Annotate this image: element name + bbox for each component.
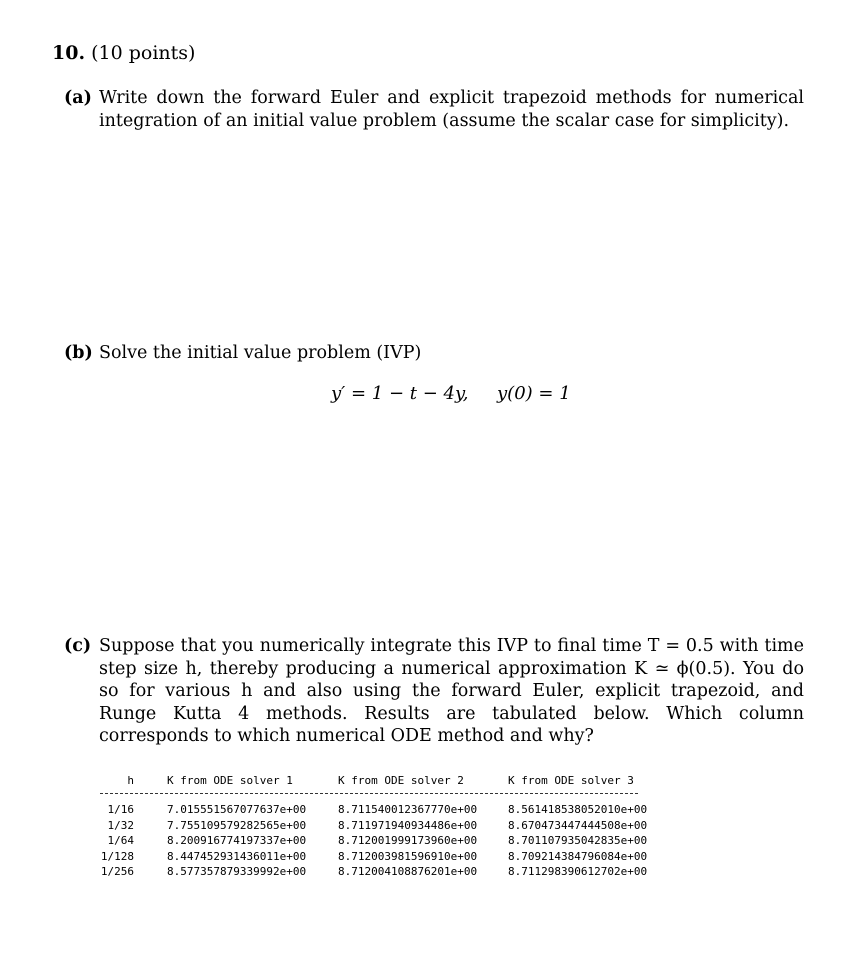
- cell-solver-1: 8.577357879339992e+00: [167, 865, 307, 878]
- part-a-label: (a): [64, 88, 92, 108]
- part-a-text: Write down the forward Euler and explicit trapezoid methods for numerical integration of an initial value problem (assume the scalar case for simplicity).: [99, 88, 804, 131]
- table-row: [100, 850, 660, 866]
- ode-equation: y′ = 1 − t − 4y,: [331, 383, 469, 404]
- problem-points: (10 points): [91, 42, 196, 64]
- cell-solver-3: 8.670473447444508e+00: [508, 818, 648, 832]
- header-solver-1: K from ODE solver 1: [167, 774, 293, 787]
- cell-solver-3: 8.709214384796084e+00: [508, 849, 648, 863]
- cell-h: 1/256: [100, 865, 134, 878]
- cell-solver-2: 8.712004108876201e+00: [338, 865, 478, 878]
- cell-solver-3: 8.561418538052010e+00: [508, 803, 648, 816]
- cell-solver-1: 8.200916774197337e+00: [167, 834, 307, 847]
- cell-h: 1/16: [107, 803, 134, 816]
- cell-solver-1: 7.755109579282565e+00: [167, 818, 307, 832]
- cell-solver-2: 8.711971940934486e+00: [338, 818, 478, 832]
- cell-solver-3: 8.701107935042835e+00: [508, 834, 648, 847]
- table-row: [100, 819, 660, 835]
- part-c-text: Suppose that you numerically integrate this IVP to final time T = 0.5 with time step size h, thereby producing a numerical approximation K ≃ ϕ(0.5). You do so for various h and also using the forward Euler, explicit trapezoid, and Runge Kutta 4 methods. Results are tabulated below. Which column corresponds to which numerical ODE method and why?: [99, 636, 804, 746]
- table-body: [100, 803, 660, 881]
- table-row: [100, 865, 660, 881]
- ivp-equation: [331, 383, 571, 404]
- cell-solver-1: 8.447452931436011e+00: [167, 849, 307, 863]
- part-c: [64, 635, 804, 748]
- part-c-label: (c): [64, 636, 92, 656]
- header-h: h: [127, 774, 134, 787]
- table-row: [100, 834, 660, 850]
- header-solver-2: K from ODE solver 2: [338, 774, 464, 787]
- part-a: [64, 87, 804, 132]
- cell-solver-3: 8.711298390612702e+00: [508, 865, 648, 878]
- cell-h: 1/32: [107, 818, 134, 832]
- table-row: [100, 803, 660, 819]
- table-divider: [100, 793, 638, 794]
- cell-solver-1: 7.015551567077637e+00: [167, 803, 307, 816]
- header-solver-3: K from ODE solver 3: [508, 774, 634, 787]
- cell-solver-2: 8.711540012367770e+00: [338, 803, 478, 816]
- cell-solver-2: 8.712003981596910e+00: [338, 849, 478, 863]
- initial-condition: y(0) = 1: [497, 383, 571, 404]
- cell-solver-2: 8.712001999173960e+00: [338, 834, 478, 847]
- part-b-label: (b): [64, 343, 93, 363]
- problem-number: 10.: [52, 42, 86, 64]
- problem-header: [52, 42, 195, 64]
- part-b-text: Solve the initial value problem (IVP): [99, 343, 422, 363]
- cell-h: 1/128: [100, 849, 134, 863]
- cell-h: 1/64: [107, 834, 134, 847]
- part-b: [64, 342, 804, 365]
